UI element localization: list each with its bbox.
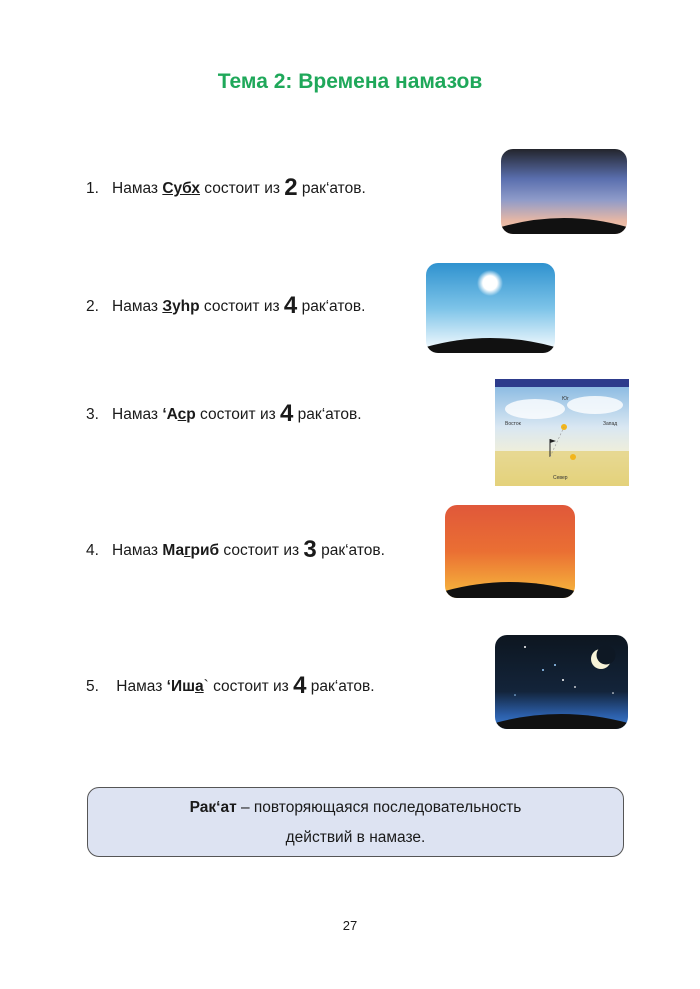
definition-line-1: Рак‘ат – повторяющаяся последовательность (189, 799, 522, 816)
noon-sky-image (426, 263, 555, 353)
east-label: Восток (505, 421, 521, 427)
sunset-sky-image (445, 505, 575, 598)
night-sky-image (495, 635, 628, 729)
south-label: Юг (562, 396, 569, 402)
definition-term: Рак‘ат (189, 799, 237, 816)
item-number: 5. (86, 678, 99, 695)
prayer-item-asr: 3. Намаз ‘Аср состоит из 4 рак‘атов. (86, 400, 362, 427)
prayer-name: ‘Аср (162, 406, 196, 423)
rakat-definition-box (87, 787, 624, 857)
prayer-item-isha: 5. Намаз ‘Иша` состоит из 4 рак‘атов. (86, 672, 375, 699)
rakat-count: 2 (284, 174, 298, 201)
prayer-item-zuhr: 2. Намаз Зуhр состоит из 4 рак‘атов. (86, 292, 366, 319)
afternoon-shadow-diagram (495, 379, 629, 486)
prayer-name: Субх (162, 180, 200, 197)
item-number: 4. (86, 542, 99, 559)
rakat-count: 3 (303, 536, 317, 563)
prayer-name: ‘Иша (166, 678, 204, 695)
page-title: Тема 2: Времена намазов (217, 70, 483, 93)
item-number: 1. (86, 180, 99, 197)
prayer-item-subh: 1. Намаз Субх состоит из 2 рак‘атов. (86, 174, 366, 201)
item-number: 3. (86, 406, 99, 423)
prayer-item-maghrib: 4. Намаз Магриб состоит из 3 рак‘атов. (86, 536, 385, 563)
prayer-name: Зуhр (162, 298, 200, 315)
rakat-count: 4 (280, 400, 294, 427)
dawn-sky-image (501, 149, 627, 234)
item-number: 2. (86, 298, 99, 315)
rakat-count: 4 (293, 672, 307, 699)
west-label: Запад (603, 421, 618, 427)
page-number: 27 (342, 918, 358, 933)
prayer-name: Магриб (162, 542, 220, 559)
rakat-count: 4 (283, 292, 298, 319)
definition-line-2: действий в намазе. (285, 829, 426, 846)
north-label: Север (553, 475, 568, 481)
